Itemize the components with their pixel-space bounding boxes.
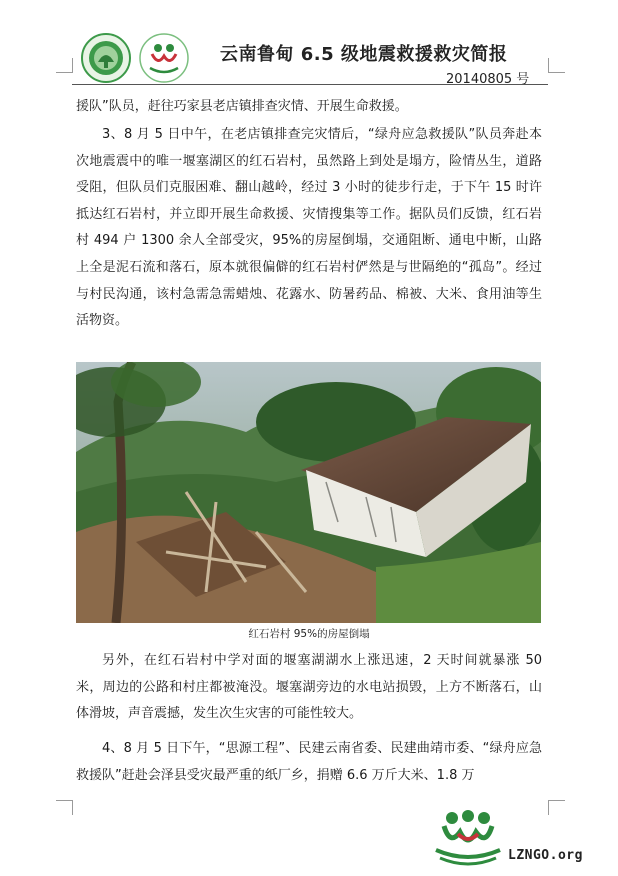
paragraph-continued bbox=[76, 94, 542, 121]
crop-mark-top-left bbox=[56, 58, 73, 73]
paragraph-text: 另外，在红石岩村中学对面的堰塞湖湖水上涨迅速，2 天时间就暴涨 50 米，周边的公路和村庄都被淹没。堰塞湖旁边的水电站损毁，上方不断落石，山体滑坡，声音震撼，发生次生灾害的可能性较大。 bbox=[76, 653, 542, 722]
report-title: 云南鲁甸 6.5 级地震救援救灾简报 bbox=[220, 44, 508, 65]
paragraph-item-3 bbox=[76, 122, 542, 335]
paragraph-text: 3、8 月 5 日中午，在老店镇排查完灾情后，“绿舟应急救援队”队员奔赴本次地震震中的唯一堰塞湖区的红石岩村，虽然路上到处是塌方，险情丛生，道路受阻，但队员们克服困难、翻山越岭，经过 3 小时的徒步行走，于下午 15 时许抵达红石岩村，并立即开展生命救援、灾情搜集等工作。据队员们反馈，红石岩村 494 户 1300 余人全部受灾，95%的房屋倒塌，交通阻断、通电中断，山路上全是泥石流和落石，原本就很偏僻的红石岩村俨然是与世隔绝的“孤岛”。经过与村民沟通，该村急需急需蜡烛、花露水、防暑药品、棉被、大米、食用油等生活物资。 bbox=[76, 127, 542, 329]
report-issue-number: 20140805 号 bbox=[446, 72, 530, 87]
paragraph-lake bbox=[76, 648, 542, 728]
photo-caption: 红石岩村 95%的房屋倒塌 bbox=[248, 628, 370, 640]
footer-green-boat-logo bbox=[432, 808, 504, 868]
paragraph-item-4 bbox=[76, 736, 542, 789]
collapsed-house-photo bbox=[76, 362, 541, 623]
organization-seal-logo bbox=[80, 32, 132, 84]
green-boat-rescue-logo bbox=[138, 32, 190, 84]
paragraph-text: 援队”队员，赶往巧家县老店镇排查灾情、开展生命救援。 bbox=[76, 99, 408, 114]
crop-mark-top-right bbox=[548, 58, 565, 73]
paragraph-text: 4、8 月 5 日下午，“思源工程”、民建云南省委、民建曲靖市委、“绿舟应急救援队”赶赴会泽县受灾最严重的纸厂乡，捐赠 6.6 万斤大米、1.8 万 bbox=[76, 741, 542, 783]
crop-mark-bottom-right bbox=[548, 800, 565, 815]
footer-website: LZNGO.org bbox=[508, 848, 583, 863]
crop-mark-bottom-left bbox=[56, 800, 73, 815]
header-divider bbox=[72, 84, 548, 85]
